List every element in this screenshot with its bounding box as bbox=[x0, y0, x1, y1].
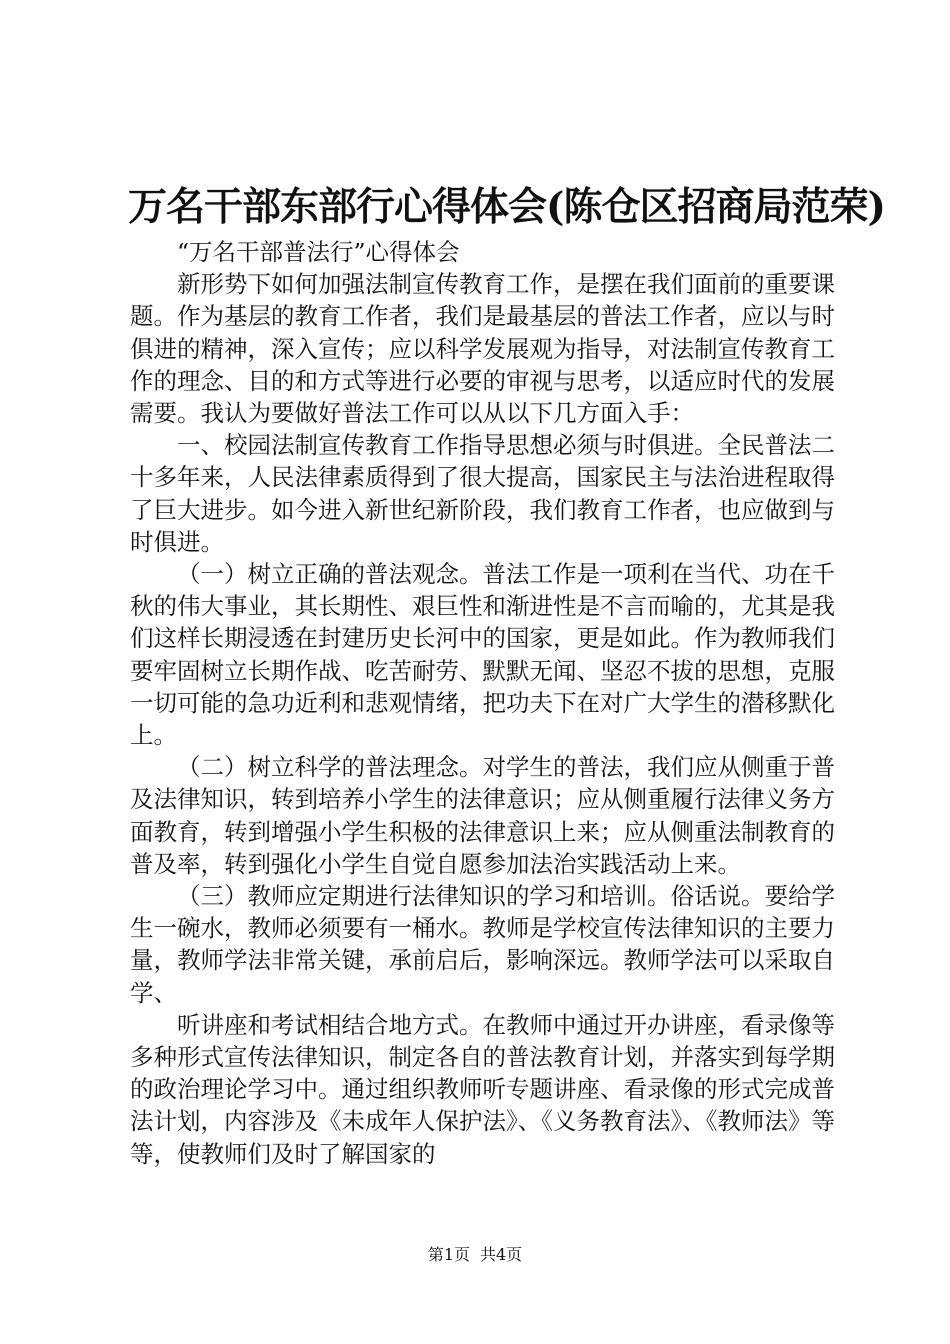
document-title: 万名干部东部行心得体会(陈仓区招商局范荣) bbox=[128, 184, 885, 230]
document-body bbox=[130, 236, 835, 1170]
paragraph-section-1-2: （二）树立科学的普法理念。对学生的普法，我们应从侧重于普及法律知识，转到培养小学生的法律意识；应从侧重履行法律义务方面教育，转到增强小学生积极的法律意识上来；应从侧重法制教育的普及率，转到强化小学生自觉自愿参加法治实践活动上来。 bbox=[130, 753, 835, 878]
paragraph-continuation: 听讲座和考试相结合地方式。在教师中通过开办讲座，看录像等多种形式宣传法律知识，制定各自的普法教育计划，并落实到每学期的政治理论学习中。通过组织教师听专题讲座、看录像的形式完成普法计划，内容涉及《未成年人保护法》、《义务教育法》、《教师法》等等，使教师们及时了解国家的 bbox=[130, 1010, 835, 1168]
page-total: 共4页 bbox=[480, 1245, 523, 1264]
document-subtitle: “万名干部普法行”心得体会 bbox=[177, 238, 460, 266]
paragraph-section-1-3: （三）教师应定期进行法律知识的学习和培训。俗话说。要给学生一碗水，教师必须要有一桶水。教师是学校宣传法律知识的主要力量，教师学法非常关键，承前启后，影响深远。教师学法可以采取自学、 bbox=[130, 882, 835, 1007]
paragraph-section-1: 一、校园法制宣传教育工作指导思想必须与时俱进。全民普法二十多年来，人民法律素质得到了很大提高，国家民主与法治进程取得了巨大进步。如今进入新世纪新阶段，我们教育工作者，也应做到与时俱进。 bbox=[130, 431, 835, 556]
page-footer bbox=[0, 1245, 950, 1265]
paragraph-section-1-1: （一）树立正确的普法观念。普法工作是一项利在当代、功在千秋的伟大事业，其长期性、艰巨性和渐进性是不言而喻的，尤其是我们这样长期浸透在封建历史长河中的国家，更是如此。作为教师我们要牢固树立长期作战、吃苦耐劳、默默无闻、坚忍不拔的思想，克服一切可能的急功近利和悲观情绪，把功夫下在对广大学生的潜移默化上。 bbox=[130, 560, 835, 750]
paragraph-intro: 新形势下如何加强法制宣传教育工作，是摆在我们面前的重要课题。作为基层的教育工作者，我们是最基层的普法工作者，应以与时俱进的精神，深入宣传；应以科学发展观为指导，对法制宣传教育工作的理念、目的和方式等进行必要的审视与思考，以适应时代的发展需要。我认为要做好普法工作可以从以下几方面入手： bbox=[130, 270, 835, 428]
page-number: 第1页 bbox=[427, 1245, 470, 1264]
